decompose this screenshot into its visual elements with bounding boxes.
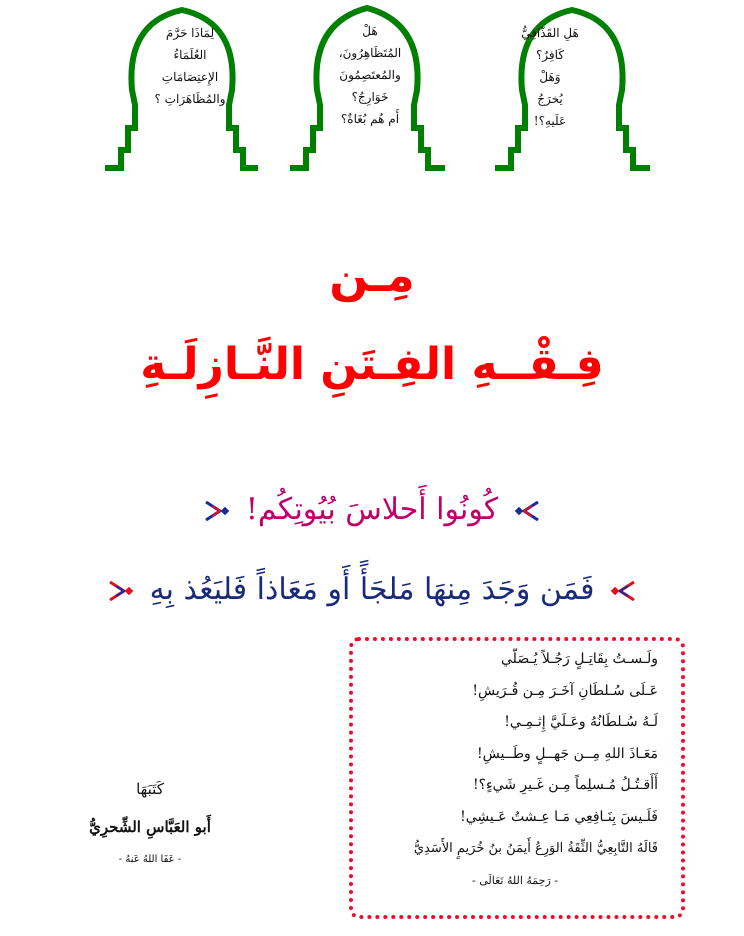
- author-label: كَتَبَهَا: [136, 780, 164, 798]
- arch-line: كَافِرٌ؟: [535, 48, 565, 62]
- arch-line: والمُعتَصِمُونَ: [339, 68, 401, 82]
- arch-question-protesters: [305, 20, 435, 130]
- ornament-bracket-icon: [104, 580, 134, 602]
- poem-line: ولَـسـتُ بِقَاتِـلٍ رَجُـلاً يُـصَلّي: [501, 651, 658, 667]
- arch-line: العُلَمَاءُ: [173, 48, 207, 62]
- poem-line: أَأَقـتُـلُ مُـسلِماً مِـن غَـيرِ شَيءٍ؟!: [472, 777, 658, 793]
- ornament-bracket-icon: [514, 500, 544, 522]
- hadith-line-1: [0, 488, 744, 532]
- ornament-bracket-icon: [200, 500, 230, 522]
- poem-line: فَلَـيسَ بِنَـافِعِي مَـا عِـشتُ عَـيشِي!: [460, 808, 658, 825]
- arch-line: عَلَيهِ؟!: [533, 114, 567, 128]
- arch-line: الإِعتِصَامَاتِ: [161, 70, 219, 84]
- arch-line: أَم هُم بُغَاةٌ؟: [340, 112, 400, 126]
- arch-question-scholars: [125, 22, 255, 110]
- arch-line: والمُظَاهَرَاتِ ؟: [154, 92, 226, 106]
- arch-line: خَوَارِجُ؟: [351, 90, 389, 104]
- hadith-line-2: [0, 568, 744, 612]
- arch-line: لِمَاذَا حَرَّمَ: [165, 26, 215, 40]
- arch-line: المُتَظَاهِرُونَ،: [338, 46, 402, 60]
- arch-line: هَلْ: [362, 24, 378, 38]
- hadith-text-1: كُونُوا أَحلاسَ بُيُوتِكُم!: [245, 492, 499, 527]
- title-fiqh-fitan: فِـقْــهِ الفِـتَنِ النَّـازِلَـةِ: [140, 339, 604, 390]
- ornament-bracket-icon: [610, 580, 640, 602]
- hadith-text-2: فَمَن وَجَدَ مِنهَا مَلجَأً أَو مَعَاذاً فَليَعُذ بِهِ: [149, 572, 595, 607]
- arch-line: وَهَلْ: [539, 70, 561, 84]
- arch-line: هَلِ القَذّافِيُّ: [521, 26, 579, 40]
- author-dua: - عَفَا اللهُ عَنهُ -: [118, 854, 182, 865]
- poem-line: مَعَـاذَ اللهِ مِــن جَهــلٍ وطَــيشِ!: [476, 745, 658, 762]
- poem-attribution: قَالَهُ التَّابِعِيُّ الثِّقَةُ الوَرِعُ أَيمَنُ بنُ خُرَيمٍ الأَسَدِيُّ: [413, 841, 658, 856]
- poem-line: عَـلَى سُـلطَانِ آخَـرَ مِـن قُـرَيشِ!: [472, 682, 658, 699]
- title-min: مِـن: [329, 248, 415, 302]
- poem-blessing: - رَحِمَهُ اللهُ تَعَالَى -: [472, 873, 558, 887]
- poem: [360, 644, 670, 896]
- poem-line: لَـهُ سُـلطَانُهُ وعَـلَيَّ إِثـمِـي!: [504, 714, 658, 730]
- arch-line: يُخرَجُ: [537, 92, 563, 106]
- author-name: أَبو العَبَّاسِ الشِّحرِيُّ: [89, 818, 211, 836]
- arch-question-qaddafi: [485, 22, 615, 132]
